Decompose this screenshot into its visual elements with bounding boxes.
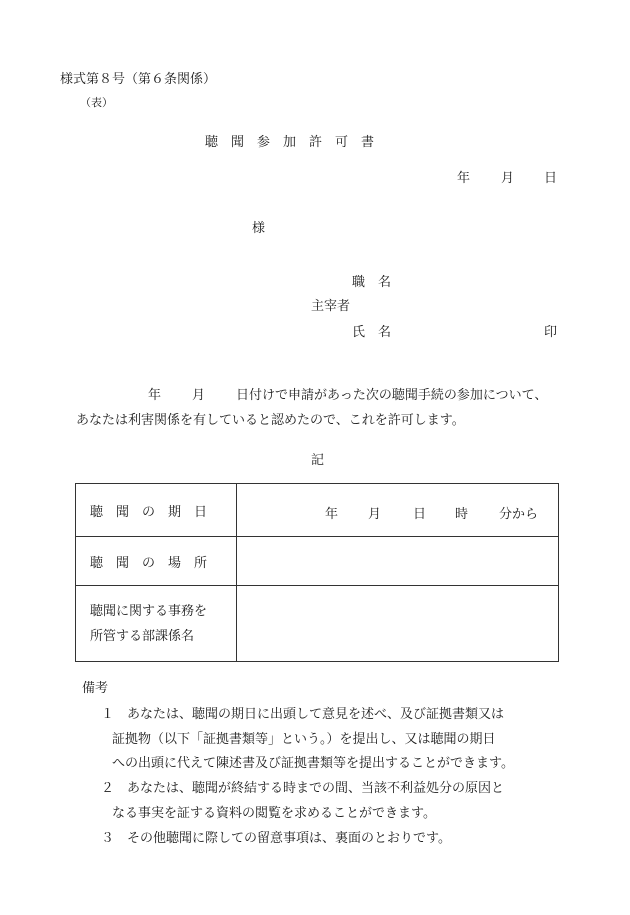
table-row-place [76,537,559,586]
value-hearing-place [237,537,559,586]
value-hearing-date [237,484,559,537]
label-hearing-place: 聴 聞 の 場 所 [76,537,237,586]
hearing-hour: 時 [455,507,469,522]
note-line: あなたは、聴聞の期日に出頭して意見を述べ、及び証拠書類又は [127,707,505,722]
addressee-suffix: 様 [252,221,266,236]
hearing-info-table [75,483,559,662]
date-month: 月 [501,171,515,186]
body-line2: あなたは利害関係を有していると認めたので、これを許可します。 [76,413,465,428]
note-number: ３ [101,831,115,846]
value-department [237,586,559,662]
hearing-month: 月 [368,507,382,522]
body-month: 月 [192,388,206,403]
table-row-date [76,484,559,537]
document-title: 聴 聞 参 加 許 可 書 [205,135,375,150]
note-line: なる事実を証する資料の閲覧を求めることができます。 [112,806,436,821]
note-number: ２ [101,781,115,796]
table-row-department [76,586,559,662]
note-line: その他聴聞に際しての留意事項は、裏面のとおりです。 [127,831,451,846]
body-year: 年 [148,388,162,403]
hearing-year: 年 [325,507,339,522]
form-id: 様式第８号（第６条関係） [60,72,217,87]
issuer-role: 主宰者 [311,299,351,314]
notes-heading: 備考 [82,681,109,696]
ki-heading: 記 [311,453,325,468]
hearing-minute: 分から [499,507,539,522]
note-line: への出頭に代えて陳述書及び証拠書類等を提出することができます。 [112,756,514,771]
label-department: 聴聞に関する事務を 所管する部課係名 [76,586,237,662]
label-hearing-date: 聴 聞 の 期 日 [76,484,237,537]
date-year: 年 [457,171,471,186]
note-number: １ [101,707,115,722]
seal-mark: 印 [544,325,558,340]
issuer-name-label: 氏 名 [352,325,392,340]
body-line1-rest: 日付けで申請があった次の聴聞手続の参加について、 [236,388,548,403]
issuer-title-label: 職 名 [352,275,392,290]
date-day: 日 [544,171,558,186]
side-label: （表） [80,96,113,109]
note-line: 証拠物（以下「証拠書類等」という。）を提出し、又は聴聞の期日 [112,732,496,747]
note-line: あなたは、聴聞が終結する時までの間、当該不利益処分の原因と [127,781,505,796]
hearing-day: 日 [413,507,427,522]
